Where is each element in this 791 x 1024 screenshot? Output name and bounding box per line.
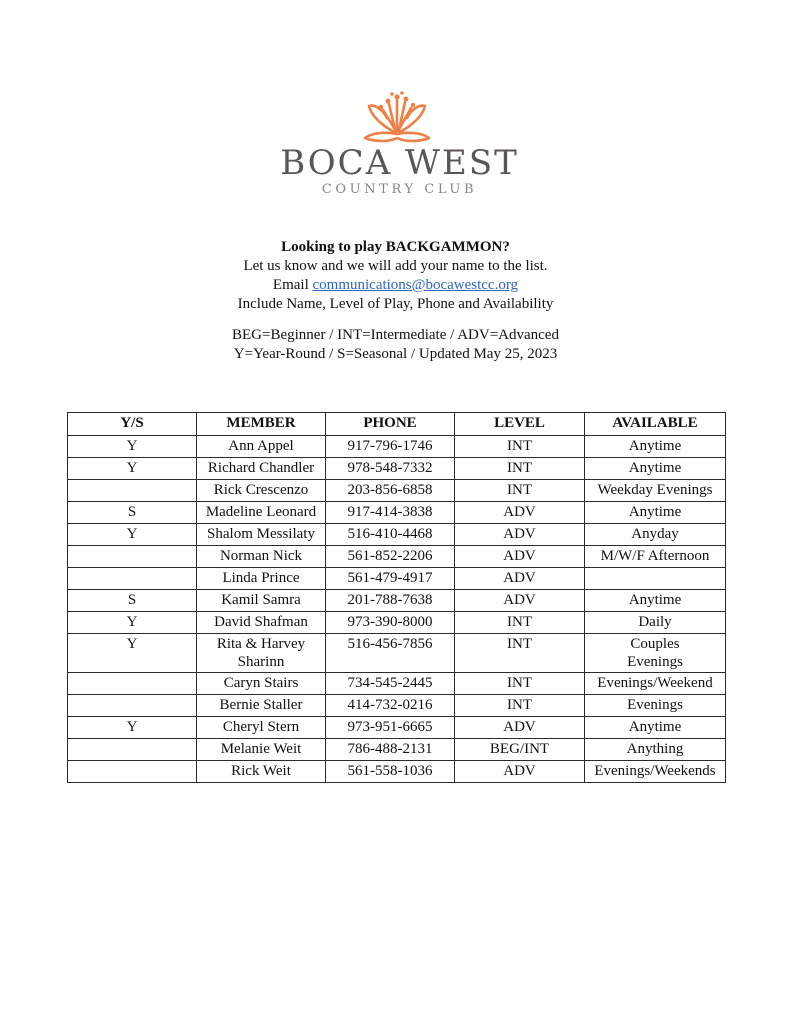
- cell-member: Linda Prince: [197, 568, 326, 590]
- cell-available: Anyday: [585, 524, 726, 546]
- table-row: [68, 761, 726, 783]
- cell-member: Shalom Messilaty: [197, 524, 326, 546]
- cell-available: Anything: [585, 739, 726, 761]
- cell-member: Rita & Harvey Sharinn: [197, 634, 326, 673]
- table-row: [68, 695, 726, 717]
- cell-ys: [68, 739, 197, 761]
- table-row: [68, 634, 726, 673]
- table-row: [68, 590, 726, 612]
- email-prefix: Email: [272, 277, 313, 293]
- logo-subtitle: COUNTRY CLUB: [321, 182, 478, 197]
- column-header-available: AVAILABLE: [585, 413, 726, 436]
- cell-phone: 917-796-1746: [326, 436, 455, 458]
- cell-phone: 917-414-3838: [326, 502, 455, 524]
- cell-ys: [68, 695, 197, 717]
- cell-ys: S: [68, 502, 197, 524]
- cell-available: Couples Evenings: [585, 634, 726, 673]
- cell-level: INT: [455, 634, 585, 673]
- cell-member: Rick Weit: [197, 761, 326, 783]
- logo-title: BOCA WEST: [280, 143, 519, 183]
- cell-member: Norman Nick: [197, 546, 326, 568]
- cell-ys: [68, 761, 197, 783]
- cell-phone: 978-548-7332: [326, 458, 455, 480]
- cell-available: Anytime: [585, 458, 726, 480]
- cell-member: Richard Chandler: [197, 458, 326, 480]
- cell-level: ADV: [455, 761, 585, 783]
- cell-available: Anytime: [585, 717, 726, 739]
- table-row: [68, 546, 726, 568]
- cell-phone: 734-545-2445: [326, 673, 455, 695]
- cell-level: ADV: [455, 546, 585, 568]
- table-row: [68, 436, 726, 458]
- cell-phone: 561-852-2206: [326, 546, 455, 568]
- table-row: [68, 502, 726, 524]
- cell-phone: 516-456-7856: [326, 634, 455, 673]
- hibiscus-flower-icon: [361, 88, 433, 146]
- seasonality-legend: Y=Year-Round / S=Seasonal / Updated May 25, 2023: [233, 346, 558, 362]
- cell-phone: 561-479-4917: [326, 568, 455, 590]
- cell-level: BEG/INT: [455, 739, 585, 761]
- table-row: [68, 739, 726, 761]
- cell-available: Evenings/Weekends: [585, 761, 726, 783]
- cell-phone: 786-488-2131: [326, 739, 455, 761]
- column-header-ys: Y/S: [68, 413, 197, 436]
- cell-level: INT: [455, 458, 585, 480]
- cell-ys: Y: [68, 717, 197, 739]
- table-row: [68, 612, 726, 634]
- cell-available: Evenings: [585, 695, 726, 717]
- cell-available: Anytime: [585, 436, 726, 458]
- table-row: [68, 568, 726, 590]
- table-header-row: [68, 413, 726, 436]
- cell-phone: 203-856-6858: [326, 480, 455, 502]
- cell-ys: [68, 546, 197, 568]
- cell-ys: [68, 480, 197, 502]
- club-logo: [0, 88, 791, 208]
- column-header-member: MEMBER: [197, 413, 326, 436]
- cell-level: INT: [455, 612, 585, 634]
- cell-available: Evenings/Weekend: [585, 673, 726, 695]
- cell-member: David Shafman: [197, 612, 326, 634]
- cell-member: Bernie Staller: [197, 695, 326, 717]
- intro-line: Let us know and we will add your name to the list.: [243, 258, 548, 274]
- table-row: [68, 480, 726, 502]
- cell-level: INT: [455, 436, 585, 458]
- cell-phone: 516-410-4468: [326, 524, 455, 546]
- cell-phone: 201-788-7638: [326, 590, 455, 612]
- cell-available: Daily: [585, 612, 726, 634]
- column-header-phone: PHONE: [326, 413, 455, 436]
- cell-member: Caryn Stairs: [197, 673, 326, 695]
- headline: Looking to play BACKGAMMON?: [281, 239, 510, 255]
- cell-level: INT: [455, 695, 585, 717]
- cell-ys: S: [68, 590, 197, 612]
- cell-ys: Y: [68, 634, 197, 673]
- cell-available: M/W/F Afternoon: [585, 546, 726, 568]
- cell-level: ADV: [455, 524, 585, 546]
- cell-ys: [68, 673, 197, 695]
- cell-level: ADV: [455, 717, 585, 739]
- column-header-level: LEVEL: [455, 413, 585, 436]
- cell-ys: Y: [68, 524, 197, 546]
- cell-member: Melanie Weit: [197, 739, 326, 761]
- table-row: [68, 524, 726, 546]
- level-legend: BEG=Beginner / INT=Intermediate / ADV=Advanced: [232, 327, 559, 343]
- member-table: [67, 412, 726, 783]
- cell-ys: Y: [68, 612, 197, 634]
- email-link[interactable]: communications@bocawestcc.org: [312, 277, 519, 293]
- cell-member: Cheryl Stern: [197, 717, 326, 739]
- cell-phone: 561-558-1036: [326, 761, 455, 783]
- table-row: [68, 717, 726, 739]
- cell-ys: Y: [68, 458, 197, 480]
- cell-available: Anytime: [585, 590, 726, 612]
- intro-instructions: Include Name, Level of Play, Phone and Availability: [237, 296, 554, 312]
- table-row: [68, 673, 726, 695]
- cell-available: Anytime: [585, 502, 726, 524]
- cell-level: INT: [455, 480, 585, 502]
- cell-phone: 973-390-8000: [326, 612, 455, 634]
- legend-block: [0, 326, 791, 364]
- cell-available: [585, 568, 726, 590]
- cell-ys: Y: [68, 436, 197, 458]
- cell-member: Madeline Leonard: [197, 502, 326, 524]
- cell-level: ADV: [455, 502, 585, 524]
- intro-block: [0, 238, 791, 314]
- cell-phone: 414-732-0216: [326, 695, 455, 717]
- cell-ys: [68, 568, 197, 590]
- cell-member: Rick Crescenzo: [197, 480, 326, 502]
- cell-level: ADV: [455, 590, 585, 612]
- cell-member: Kamil Samra: [197, 590, 326, 612]
- cell-available: Weekday Evenings: [585, 480, 726, 502]
- cell-level: INT: [455, 673, 585, 695]
- cell-level: ADV: [455, 568, 585, 590]
- cell-phone: 973-951-6665: [326, 717, 455, 739]
- cell-member: Ann Appel: [197, 436, 326, 458]
- table-row: [68, 458, 726, 480]
- email-line: [0, 276, 791, 295]
